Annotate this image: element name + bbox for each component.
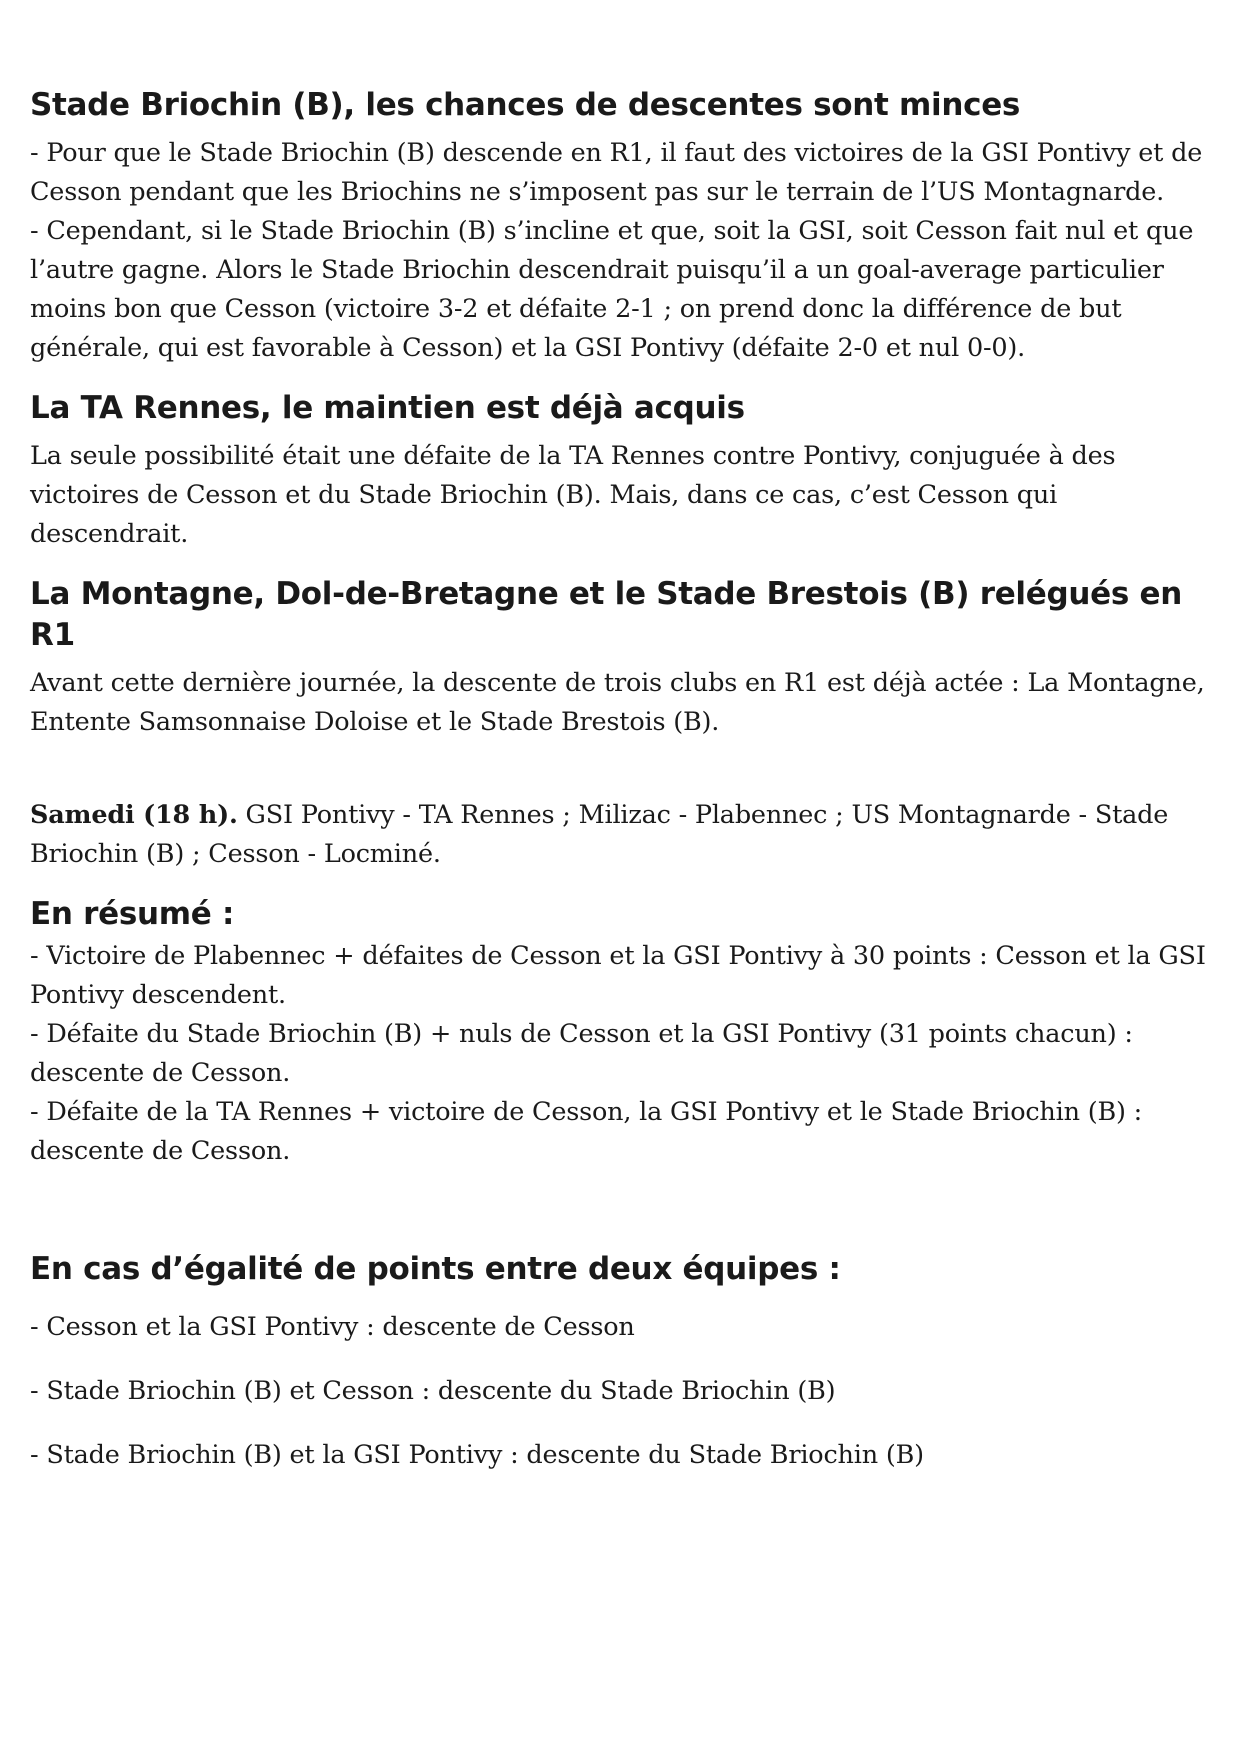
match-schedule [30,796,1220,874]
schedule-paragraph [30,796,1220,874]
spacer [30,1191,1220,1249]
section-relegated-clubs [30,574,1220,742]
tie-break-item: - Cesson et la GSI Pontivy : descente de Cesson [30,1312,635,1342]
section-heading: La TA Rennes, le maintien est déjà acquis [30,390,745,426]
section-heading: La Montagne, Dol-de-Bretagne et le Stade Brestois (B) relégués en R1 [30,576,1183,653]
section-stade-briochin [30,85,1220,368]
tie-break-item: - Stade Briochin (B) et Cesson : descente du Stade Briochin (B) [30,1376,836,1406]
spacer [30,762,1220,796]
tie-break-heading: En cas d’égalité de points entre deux équipes : [30,1251,841,1287]
section-paragraph: - Pour que le Stade Briochin (B) descende en R1, il faut des victoires de la GSI Pontivy et de Cesson pendant que les Briochins ne s’imposent pas sur le terrain de l’US Montagnarde. [30,138,1203,207]
section-paragraph: Avant cette dernière journée, la descente de trois clubs en R1 est déjà actée : La Montagne, Entente Samsonnaise Doloise et le Stade Brestois (B). [30,668,1205,737]
summary-item: - Défaite du Stade Briochin (B) + nuls de Cesson et la GSI Pontivy (31 points chacun) : descente de Cesson. [30,1019,1133,1088]
summary-item: - Victoire de Plabennec + défaites de Cesson et la GSI Pontivy à 30 points : Cesson et la GSI Pontivy descendent. [30,941,1206,1010]
section-ta-rennes [30,388,1220,554]
tie-break-item: - Stade Briochin (B) et la GSI Pontivy : descente du Stade Briochin (B) [30,1440,924,1470]
document-page [30,85,1220,1500]
summary-section [30,894,1220,1171]
schedule-text: GSI Pontivy - TA Rennes ; Milizac - Plabennec ; US Montagnarde - Stade Briochin (B) ; Cesson - Locminé. [30,800,1169,869]
summary-heading: En résumé : [30,896,235,932]
section-paragraph: La seule possibilité était une défaite de la TA Rennes contre Pontivy, conjuguée à des victoires de Cesson et du Stade Briochin (B). Mais, dans ce cas, c’est Cesson qui descendrait. [30,441,1116,549]
section-paragraph: - Cependant, si le Stade Briochin (B) s’incline et que, soit la GSI, soit Cesson fait nul et que l’autre gagne. Alors le Stade Briochin descendrait puisqu’il a un goal-average particulier moins bon que Cesson (victoire 3-2 et défaite 2-1 ; on prend donc la différence de but générale, qui est favorable à Cesson) et la GSI Pontivy (défaite 2-0 et nul 0-0). [30,216,1194,363]
section-heading: Stade Briochin (B), les chances de descentes sont minces [30,87,1021,123]
tie-break-section [30,1249,1220,1475]
summary-item: - Défaite de la TA Rennes + victoire de Cesson, la GSI Pontivy et le Stade Briochin (B) : descente de Cesson. [30,1097,1143,1166]
schedule-label: Samedi (18 h). [30,800,238,830]
